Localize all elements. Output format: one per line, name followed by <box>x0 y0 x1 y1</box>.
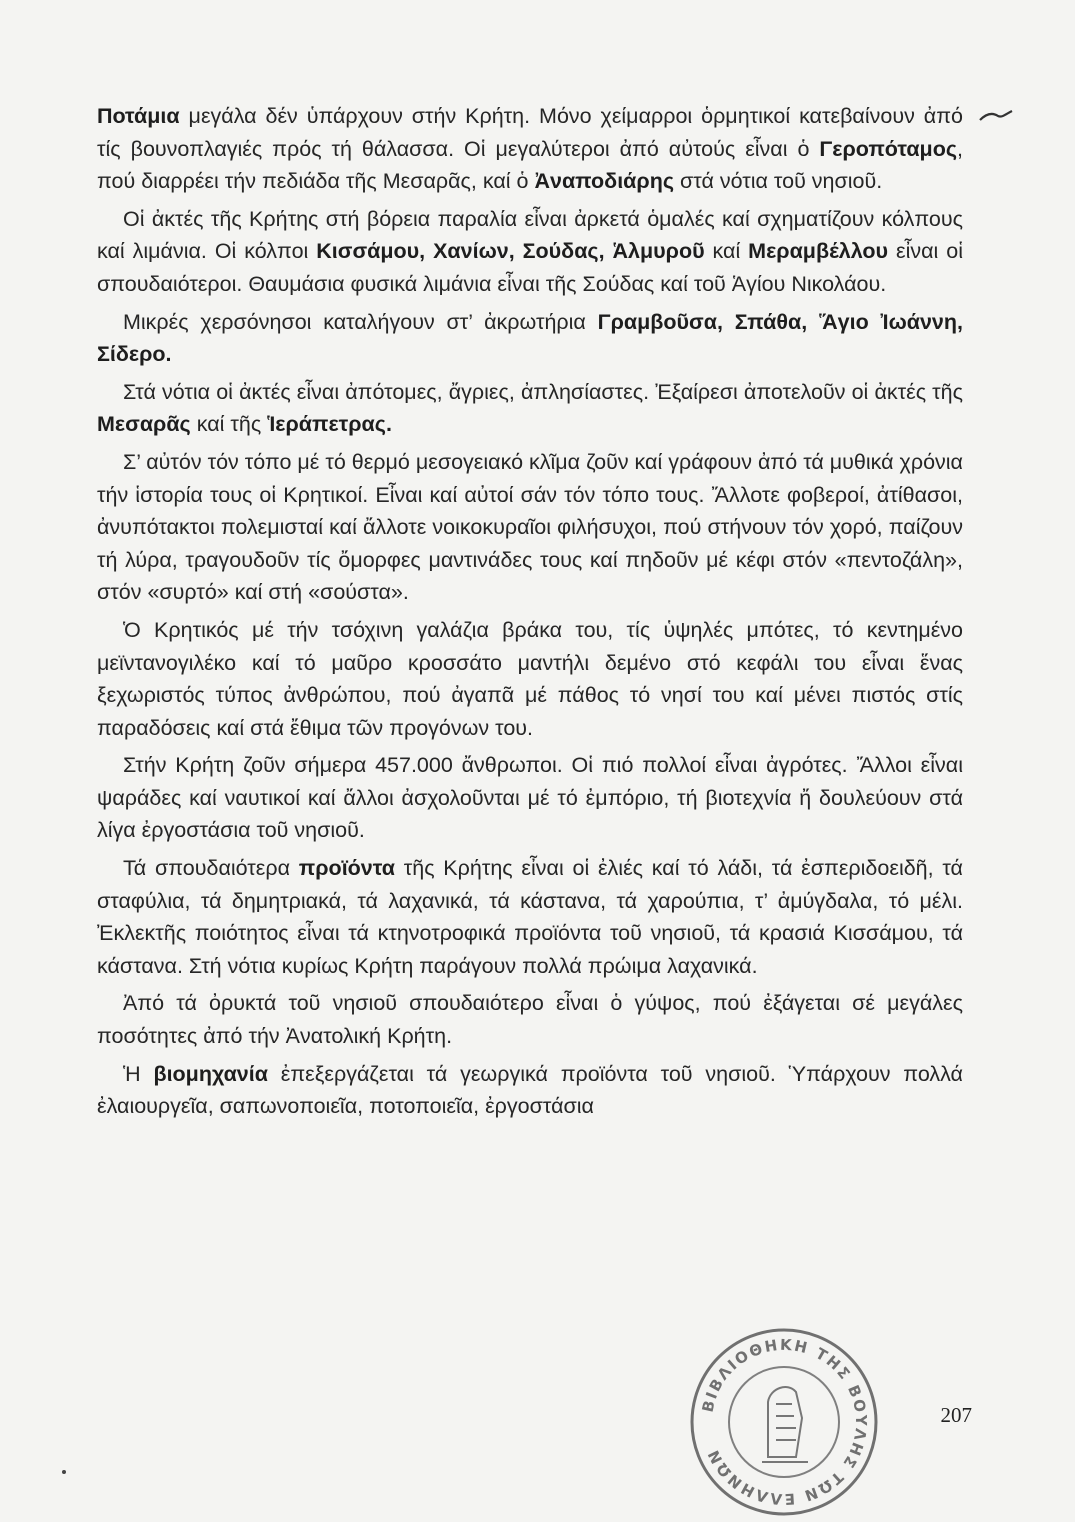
paragraph-industry <box>97 1058 963 1123</box>
bold-term: Μεσαρᾶς <box>97 412 191 437</box>
paragraph-south-coast <box>97 376 963 441</box>
svg-text:ΒΙΒΛΙΟΘΗΚΗ ΤΗΣ ΒΟΥΛΗΣ ΤΩΝ ΕΛΛΗ: ΒΙΒΛΙΟΘΗΚΗ ΤΗΣ ΒΟΥΛΗΣ ΤΩΝ ΕΛΛΗΝΩΝ <box>698 1335 871 1509</box>
bold-term: Γεροπόταμος <box>819 136 958 161</box>
paragraph-coasts <box>97 203 963 301</box>
bold-term: Ἀναποδιάρης <box>534 169 675 194</box>
text-run: Στήν Κρήτη ζοῦν σήμερα 457.000 ἄνθρωποι. Οἱ πιό πολλοί εἶναι ἀγρότες. Ἄλλοι εἶναι ψαράδες καί ναυτικοί καί ἄλλοι ἀσχολοῦνται μέ τό ἐμπόριο, τή βιοτεχνία ἤ δουλεύουν στά λίγα ἐργοστάσια τοῦ νησιοῦ. <box>97 753 963 843</box>
paragraph-population <box>97 749 963 847</box>
text-run: , πού διαρρέει τήν πεδιάδα τῆς Μεσαρᾶς, καί ὁ <box>97 136 963 194</box>
bold-term: Ἱεράπετρας. <box>267 412 392 437</box>
text-run: Ὁ Κρητικός μέ τήν τσόχινη γαλάζια βράκα του, τίς ὑψηλές μπότες, τό κεντημένο μεϊντανογιλέκο καί τό μαῦρο κροσσάτο μαντήλι δεμένο στό κεφάλι του εἶναι ἕνας ξεχωριστός τύπος ἀνθρώπου, πού ἀγαπᾶ μέ πάθος τό νησί του καί μένει πιστός στίς παραδόσεις καί στά ἔθιμα τῶν προγόνων του. <box>97 617 963 740</box>
bold-term: Μεραμβέλλου <box>748 239 889 264</box>
bold-term: Γραμβοῦσα, Σπάθα, Ἅγιο Ἰωάννη, Σίδερο. <box>97 309 963 367</box>
text-run: εἶναι οἱ σπουδαιότεροι. Θαυμάσια φυσικά λιμάνια εἶναι τῆς Σούδας καί τοῦ Ἁγίου Νικολάου. <box>97 239 963 296</box>
body-text <box>97 100 963 1128</box>
paragraph-products <box>97 852 963 982</box>
text-run: μεγάλα δέν ὑπάρχουν στήν Κρήτη. Μόνο χείμαρροι ὁρμητικοί κατεβαίνουν ἀπό τίς βουνοπλαγιές πρός τή θάλασσα. Οἱ μεγαλύτεροι ἀπό αὐτούς εἶναι ὁ <box>97 104 963 161</box>
text-run: Οἱ ἀκτές τῆς Κρήτης στή βόρεια παραλία εἶναι ἀρκετά ὁμαλές καί σχηματίζουν κόλπους καί λιμάνια. Οἱ κόλποι <box>97 206 963 264</box>
text-run: Σ’ αὐτόν τόν τόπο μέ τό θερμό μεσογειακό κλῖμα ζοῦν καί γράφουν ἀπό τά μυθικά χρόνια τήν ἱστορία τους οἱ Κρητικοί. Εἶναι καί αὐτοί σάν τόν τόπο τους. Ἄλλοτε φοβεροί, ἀτίθασοι, ἀνυπότακτοι πολεμισταί καί ἄλλοτε νοικοκυραῖοι φιλήσυχοι, πού στήνουν τόν χορό, παίζουν τή λύρα, τραγουδοῦν τίς ὄμορφες μαντινάδες τους καί πηδοῦν μέ κέφι στόν «πεντοζάλη», στόν «συρτό» καί στή «σούστα». <box>97 449 963 605</box>
text-run: στά νότια τοῦ νησιοῦ. <box>674 169 883 194</box>
bold-term: προϊόντα <box>298 856 395 881</box>
text-run: Ἡ <box>123 1061 154 1086</box>
bold-term: βιομηχανία <box>153 1061 268 1086</box>
bold-term: Κισσάμου, Χανίων, Σούδας, Ἁλμυροῦ <box>316 239 705 264</box>
text-run: Τά σπουδαιότερα <box>123 856 299 881</box>
text-run: Μικρές χερσόνησοι καταλήγουν στ’ ἀκρωτήρια <box>123 309 598 334</box>
text-run: Στά νότια οἱ ἀκτές εἶναι ἀπότομες, ἄγριες, ἀπλησίαστες. Ἐξαίρεσι ἀποτελοῦν οἱ ἀκτές τῆς <box>123 379 963 404</box>
text-run: καί τῆς <box>190 412 268 437</box>
paragraph-rivers <box>97 100 963 198</box>
text-run: Ἀπό τά ὀρυκτά τοῦ νησιοῦ σπουδαιότερο εἶναι ὁ γύψος, πού ἐξάγεται σέ μεγάλες ποσότητες ἀπό τήν Ἀνατολική Κρήτη. <box>97 991 963 1049</box>
paragraph-people <box>97 446 963 609</box>
paragraph-cretan-costume <box>97 614 963 744</box>
library-stamp <box>684 1322 884 1522</box>
paragraph-minerals <box>97 987 963 1052</box>
paragraph-capes <box>97 306 963 371</box>
bold-term: Ποτάμια <box>97 104 180 128</box>
ink-speck <box>62 1470 66 1474</box>
text-run: καί <box>704 239 749 264</box>
pen-mark <box>978 108 1014 124</box>
text-run: ἐπεξεργάζεται τά γεωργικά προϊόντα τοῦ νησιοῦ. Ὑπάρχουν πολλά ἐλαιουργεῖα, σαπωνοποιεῖα, ποτοποιεῖα, ἐργοστάσια <box>97 1061 963 1119</box>
page-number: 207 <box>940 1403 972 1427</box>
text-run: τῆς Κρήτης εἶναι οἱ ἐλιές καί τό λάδι, τά ἐσπεριδοειδῆ, τά σταφύλια, τά δημητριακά, τά λαχανικά, τά κάστανα, τά χαρούπια, τ’ ἀμύγδαλα, τό μέλι. Ἐκλεκτῆς ποιότητος εἶναι τά κτηνοτροφικά προϊόντα τοῦ νησιοῦ, τά κρασιά Κισσάμου, τά κάστανα. Στή νότια κυρίως Κρήτη παράγουν πολλά πρώιμα λαχανικά. <box>97 856 963 978</box>
